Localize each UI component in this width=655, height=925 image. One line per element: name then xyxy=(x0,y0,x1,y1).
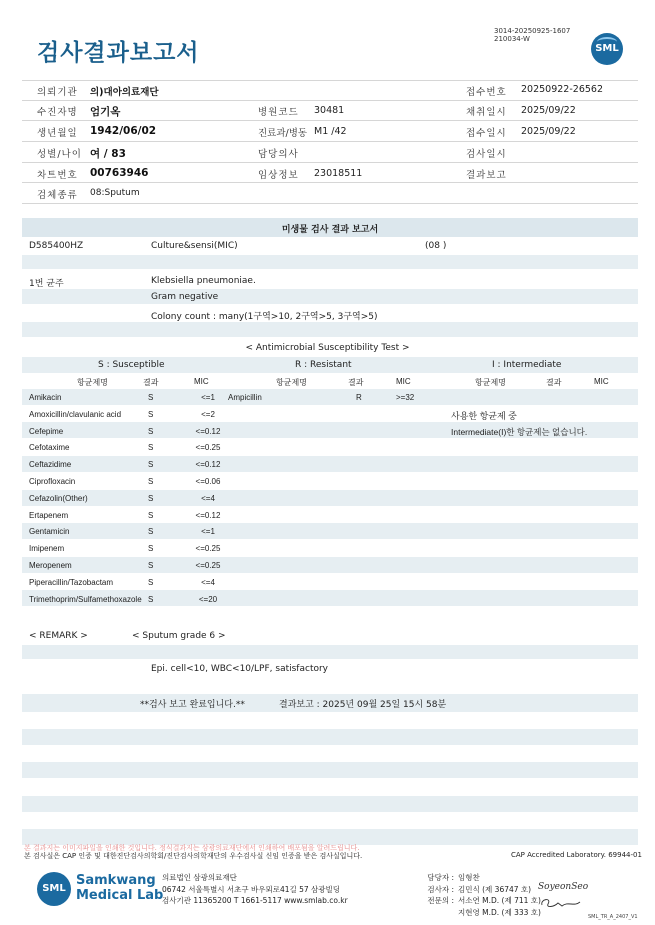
row-band xyxy=(22,389,638,405)
divider xyxy=(22,162,638,163)
s-drug-result: S xyxy=(148,561,154,570)
colony-count: Colony count : many(1구역>10, 2구역>5, 3구역>5) xyxy=(151,312,378,322)
col-drug-s: 항균제명 xyxy=(77,378,108,387)
s-drug-name: Ciprofloxacin xyxy=(29,477,76,486)
s-drug-name: Gentamicin xyxy=(29,527,70,536)
s-drug-name: Cefotaxime xyxy=(29,443,70,452)
s-drug-mic: <=0.12 xyxy=(195,511,221,520)
s-drug-mic: <=0.06 xyxy=(195,477,221,486)
blank-band xyxy=(22,678,638,692)
org-label: 의뢰기관 xyxy=(37,87,78,98)
name-label: 수진자명 xyxy=(37,107,78,118)
s-drug-name: Amoxicillin/clavulanic acid xyxy=(29,410,122,419)
row-band xyxy=(22,456,638,472)
notice-red: 본 결과지는 이미지파일을 인쇄한 것입니다. 정식결과지는 삼광의료재단에서 인쇄하여 배포됨을 알려드립니다. xyxy=(24,844,360,852)
blank-band xyxy=(22,796,638,812)
remark-label: < REMARK > xyxy=(29,631,88,641)
col-drug-r: 항균제명 xyxy=(276,378,307,387)
divider xyxy=(22,80,638,81)
section-header xyxy=(22,218,638,237)
report-time: 결과보고 : 2025년 09월 25일 15시 58분 xyxy=(279,700,447,710)
blank-band xyxy=(22,255,638,269)
s-drug-mic: <=1 xyxy=(201,527,215,536)
s-drug-name: Meropenem xyxy=(29,561,72,570)
group-intermediate: I : Intermediate xyxy=(492,360,562,370)
s-drug-result: S xyxy=(148,494,154,503)
s-drug-name: Amikacin xyxy=(29,393,62,402)
s-drug-result: S xyxy=(148,595,154,604)
remark-detail: Epi. cell<10, WBC<10/LPF, satisfactory xyxy=(151,664,329,674)
group-susceptible: S : Susceptible xyxy=(98,360,165,370)
receipt-no-label: 접수번호 xyxy=(466,87,507,98)
org-value: 의)대아의료재단 xyxy=(90,87,159,98)
clinical-info-label: 임상정보 xyxy=(258,170,299,181)
sex-age-value: 여 / 83 xyxy=(90,148,126,160)
s-drug-result: S xyxy=(148,393,154,402)
divider xyxy=(22,100,638,101)
s-drug-mic: <=0.25 xyxy=(195,544,221,553)
s-drug-mic: <=0.12 xyxy=(195,427,221,436)
s-drug-result: S xyxy=(148,460,154,469)
document-id: 3014-20250925-1607 210034-W xyxy=(494,27,571,43)
cap-notice: CAP Accredited Laboratory. 69944-01 xyxy=(511,851,642,859)
s-drug-mic: <=20 xyxy=(198,595,218,604)
footer-logo-text: Samkwang Medical Lab xyxy=(76,873,164,903)
blank-band xyxy=(22,729,638,745)
s-drug-mic: <=0.25 xyxy=(195,561,221,570)
test-number: (08 ) xyxy=(425,241,447,251)
section-title: 미생물 검사 결과 보고서 xyxy=(281,225,379,235)
test-date-label: 검사일시 xyxy=(466,149,507,160)
intermediate-note-2: Intermediate(I)한 항균제는 없습니다. xyxy=(451,427,588,437)
r-mic: >=32 xyxy=(396,393,415,402)
divider xyxy=(22,120,638,121)
row-band xyxy=(22,557,638,573)
remark-grade: < Sputum grade 6 > xyxy=(132,631,226,641)
col-mic-i: MIC xyxy=(594,377,609,386)
row-band xyxy=(22,523,638,539)
form-code: SML_TR_A_2407_V1 xyxy=(588,914,638,920)
s-drug-name: Ceftazidime xyxy=(29,460,72,469)
org-address: 의료법인 삼광의료재단 06742 서울특별시 서초구 바우뫼로41길 57 삼광빌딩 검사기관 11365200 T 1661-5117 www.smlab.co.kr xyxy=(162,873,348,905)
r-result: R xyxy=(356,393,362,402)
col-result-s: 결과 xyxy=(143,378,159,387)
blank-band xyxy=(22,645,638,659)
collect-date-label: 채취일시 xyxy=(466,107,507,118)
s-drug-result: S xyxy=(148,544,154,553)
intermediate-note-1: 사용한 항균제 중 xyxy=(451,411,517,421)
staff-values: 임형찬 김민식 (제 36747 호) 서소연 M.D. (제 711 호) 지현영 M.D. (제 333 호) xyxy=(458,873,541,917)
col-result-i: 결과 xyxy=(546,378,562,387)
sex-age-label: 성별/나이 xyxy=(37,149,82,160)
dept-label: 진료과/병동 xyxy=(258,128,308,139)
ast-title: < Antimicrobial Susceptibility Test > xyxy=(245,343,410,353)
s-drug-name: Cefepime xyxy=(29,427,64,436)
s-drug-result: S xyxy=(148,527,154,536)
staff-labels: 담당자 : 검사자 : 전문의 : xyxy=(427,873,454,905)
hospital-code-value: 30481 xyxy=(314,105,345,116)
divider xyxy=(22,141,638,142)
blank-band xyxy=(22,762,638,778)
chart-no-value: 00763946 xyxy=(90,167,149,179)
dob-label: 생년월일 xyxy=(37,128,78,139)
s-drug-name: Imipenem xyxy=(29,544,65,553)
s-drug-result: S xyxy=(148,427,154,436)
s-drug-mic: <=2 xyxy=(201,410,215,419)
specimen-value: 08:Sputum xyxy=(90,188,140,198)
s-drug-mic: <=4 xyxy=(201,494,215,503)
report-complete: **검사 보고 완료입니다.** xyxy=(140,700,245,710)
s-drug-name: Cefazolin(Other) xyxy=(29,494,88,503)
gram-band xyxy=(22,289,638,304)
divider xyxy=(22,182,638,183)
col-mic-r: MIC xyxy=(396,377,411,386)
organism-label: 1번 균주 xyxy=(29,279,64,289)
col-result-r: 결과 xyxy=(348,378,364,387)
page-title: 검사결과보고서 xyxy=(37,40,200,66)
s-drug-mic: <=0.25 xyxy=(195,443,221,452)
test-code: D585400HZ xyxy=(29,241,84,251)
s-drug-mic: <=4 xyxy=(201,578,215,587)
s-drug-mic: <=1 xyxy=(201,393,215,402)
footer-logo-icon: SML xyxy=(37,872,71,906)
s-drug-name: Piperacillin/Tazobactam xyxy=(29,578,114,587)
s-drug-result: S xyxy=(148,477,154,486)
s-drug-name: Ertapenem xyxy=(29,511,69,520)
s-drug-result: S xyxy=(148,578,154,587)
col-drug-i: 항균제명 xyxy=(475,378,506,387)
signature-2 xyxy=(538,895,584,911)
receipt-date-value: 2025/09/22 xyxy=(521,126,576,137)
clinical-info-value: 23018511 xyxy=(314,168,363,179)
collect-date-value: 2025/09/22 xyxy=(521,105,576,116)
s-drug-name: Trimethoprim/Sulfamethoxazole xyxy=(29,595,142,604)
group-resistant: R : Resistant xyxy=(295,360,352,370)
divider xyxy=(22,203,638,204)
report-label: 결과보고 xyxy=(466,170,507,181)
doctor-label: 담당의사 xyxy=(258,149,299,160)
specimen-label: 검체종류 xyxy=(37,190,78,201)
s-drug-mic: <=0.12 xyxy=(195,460,221,469)
s-drug-result: S xyxy=(148,410,154,419)
blank-band xyxy=(22,322,638,337)
dob-value: 1942/06/02 xyxy=(90,125,157,137)
signature: SoyeonSeo xyxy=(538,882,589,892)
receipt-no-value: 20250922-26562 xyxy=(521,84,604,95)
hospital-code-label: 병원코드 xyxy=(258,107,299,118)
remark-band xyxy=(22,661,638,678)
col-mic-s: MIC xyxy=(194,377,209,386)
chart-no-label: 차트번호 xyxy=(37,170,78,181)
dept-value: M1 /42 xyxy=(314,126,347,137)
receipt-date-label: 접수일시 xyxy=(466,128,507,139)
r-drug: Ampicillin xyxy=(228,393,262,402)
s-drug-result: S xyxy=(148,443,154,452)
organism-name: Klebsiella pneumoniae. xyxy=(151,276,256,286)
name-value: 엄기옥 xyxy=(90,106,121,118)
row-band xyxy=(22,490,638,506)
test-name: Culture&sensi(MIC) xyxy=(151,241,238,251)
notice: 본 검사실은 CAP 인증 및 대한진단검사의학회/진단검사의학재단의 우수검사실 신임 인증을 받은 검사실입니다. xyxy=(24,852,363,860)
gram-stain: Gram negative xyxy=(151,292,219,302)
sml-logo: SML xyxy=(591,33,623,65)
s-drug-result: S xyxy=(148,511,154,520)
